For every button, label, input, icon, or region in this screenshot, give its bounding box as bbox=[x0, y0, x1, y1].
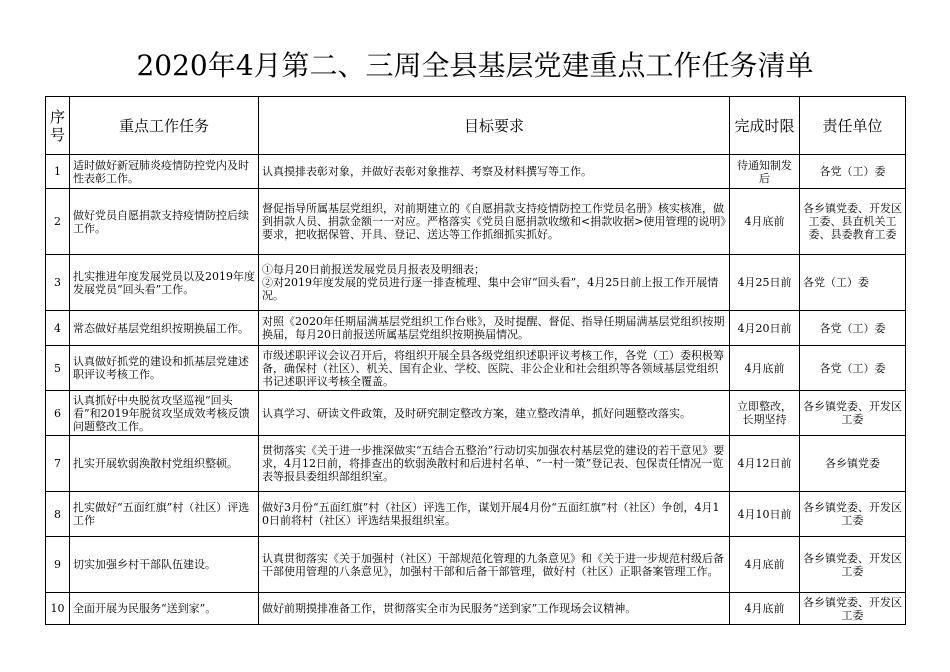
task-cell: 扎实开展软弱涣散村党组织整顿。 bbox=[70, 436, 259, 492]
task-cell: 全面开展为民服务“送到家”。 bbox=[70, 593, 259, 625]
table-row bbox=[46, 391, 906, 436]
goal-cell: 认真贯彻落实《关于加强村（社区）干部规范化管理的九条意见》和《关于进一步规范村级后备干部使用管理的八条意见》，加强村干部和后备干部管理，做好村（社区）正职备案管理工作。 bbox=[259, 537, 730, 593]
owner-cell: 各乡镇党委、开发区工委 bbox=[800, 537, 906, 593]
table-row bbox=[46, 311, 906, 346]
row-number: 7 bbox=[46, 436, 70, 492]
task-cell: 切实加强乡村干部队伍建设。 bbox=[70, 537, 259, 593]
task-cell: 扎实推进年度发展党员以及2019年度发展党员“回头看”工作。 bbox=[70, 255, 259, 311]
table-row bbox=[46, 155, 906, 189]
row-number: 8 bbox=[46, 492, 70, 537]
header-goal: 目标要求 bbox=[259, 97, 730, 155]
task-cell: 常态做好基层党组织按期换届工作。 bbox=[70, 311, 259, 346]
owner-cell: 各乡镇党委、开发区工委 bbox=[800, 593, 906, 625]
table-row bbox=[46, 492, 906, 537]
deadline-cell: 4月20日前 bbox=[730, 311, 800, 346]
goal-cell: 认真摸排表彰对象，并做好表彰对象推荐、考察及材料撰写等工作。 bbox=[259, 155, 730, 189]
header-task: 重点工作任务 bbox=[70, 97, 259, 155]
table-row bbox=[46, 255, 906, 311]
task-cell: 认真做好抓党的建设和抓基层党建述职评议考核工作。 bbox=[70, 346, 259, 391]
deadline-cell: 4月底前 bbox=[730, 346, 800, 391]
table-row bbox=[46, 346, 906, 391]
goal-cell: 贯彻落实《关于进一步推深做实“五结合五整治”行动切实加强农村基层党的建设的若干意见》要求，4月12日前，将排查出的软弱涣散村和后进村名单、“一村一策”登记表、包保责任情况一览表等报县委组织部组织室。 bbox=[259, 436, 730, 492]
deadline-cell: 4月10日前 bbox=[730, 492, 800, 537]
row-number: 3 bbox=[46, 255, 70, 311]
table-row bbox=[46, 537, 906, 593]
deadline-cell: 待通知制发后 bbox=[730, 155, 800, 189]
row-number: 4 bbox=[46, 311, 70, 346]
goal-cell: 做好前期摸排准备工作，贯彻落实全市为民服务“送到家”工作现场会议精神。 bbox=[259, 593, 730, 625]
goal-cell: 对照《2020年任期届满基层党组织工作台账》，及时提醒、督促、指导任期届满基层党组织按期换届，每月20日前报送所属基层党组织按期换届情况。 bbox=[259, 311, 730, 346]
deadline-cell: 4月底前 bbox=[730, 593, 800, 625]
header-deadline: 完成时限 bbox=[730, 97, 800, 155]
task-cell: 扎实做好“五面红旗”村（社区）评选工作 bbox=[70, 492, 259, 537]
task-cell: 做好党员自愿捐款支持疫情防控后续工作。 bbox=[70, 189, 259, 255]
header-owner: 责任单位 bbox=[800, 97, 906, 155]
owner-cell: 各党（工）委 bbox=[800, 311, 906, 346]
table-row bbox=[46, 593, 906, 625]
deadline-cell: 4月25日前 bbox=[730, 255, 800, 311]
goal-cell: ①每月20日前报送发展党员月报表及明细表； ②对2019年度发展的党员进行逐一排查梳理、集中会审“回头看”，4月25日前上报工作开展情况。 bbox=[259, 255, 730, 311]
task-table bbox=[45, 96, 906, 625]
owner-cell: 各乡镇党委、开发区工委 bbox=[800, 492, 906, 537]
deadline-cell: 立即整改，长期坚持 bbox=[730, 391, 800, 436]
row-number: 10 bbox=[46, 593, 70, 625]
deadline-cell: 4月12日前 bbox=[730, 436, 800, 492]
table-row bbox=[46, 436, 906, 492]
row-number: 1 bbox=[46, 155, 70, 189]
owner-cell: 各党（工）委 bbox=[800, 255, 906, 311]
deadline-cell: 4月底前 bbox=[730, 189, 800, 255]
deadline-cell: 4月底前 bbox=[730, 537, 800, 593]
table-row bbox=[46, 189, 906, 255]
owner-cell: 各乡镇党委 bbox=[800, 436, 906, 492]
goal-cell: 做好3月份“五面红旗”村（社区）评选工作，谋划开展4月份“五面红旗”村（社区）争创，4月10日前将村（社区）评选结果报组织室。 bbox=[259, 492, 730, 537]
page-title: 2020年4月第二、三周全县基层党建重点工作任务清单 bbox=[136, 49, 814, 82]
goal-cell: 督促指导所属基层党组织，对前期建立的《自愿捐款支持疫情防控工作党员名册》核实核准，做到捐款人员、捐款金额一一对应。严格落实《党员自愿捐款收缴和<捐款收据>使用管理的说明》要求，把收据保管、开具、登记、送达等工作抓细抓实抓好。 bbox=[259, 189, 730, 255]
owner-cell: 各党（工）委 bbox=[800, 346, 906, 391]
row-number: 9 bbox=[46, 537, 70, 593]
header-seq: 序号 bbox=[46, 97, 70, 155]
goal-cell: 认真学习、研读文件政策，及时研究制定整改方案，建立整改清单，抓好问题整改落实。 bbox=[259, 391, 730, 436]
goal-cell: 市级述职评议会议召开后，将组织开展全县各级党组织述职评议考核工作，各党（工）委积极筹备，确保村（社区）、机关、国有企业、学校、医院、非公企业和社会组织等各领域基层党组织书记述职评议考核全覆盖。 bbox=[259, 346, 730, 391]
row-number: 5 bbox=[46, 346, 70, 391]
owner-cell: 各乡镇党委、开发区工委 bbox=[800, 391, 906, 436]
row-number: 2 bbox=[46, 189, 70, 255]
task-cell: 认真抓好中央脱贫攻坚巡视“回头看”和2019年脱贫攻坚成效考核反馈问题整改工作。 bbox=[70, 391, 259, 436]
task-cell: 适时做好新冠肺炎疫情防控党内及时性表彰工作。 bbox=[70, 155, 259, 189]
owner-cell: 各党（工）委 bbox=[800, 155, 906, 189]
table-header-row bbox=[46, 97, 906, 155]
owner-cell: 各乡镇党委、开发区工委、县直机关工委、县委教育工委 bbox=[800, 189, 906, 255]
row-number: 6 bbox=[46, 391, 70, 436]
